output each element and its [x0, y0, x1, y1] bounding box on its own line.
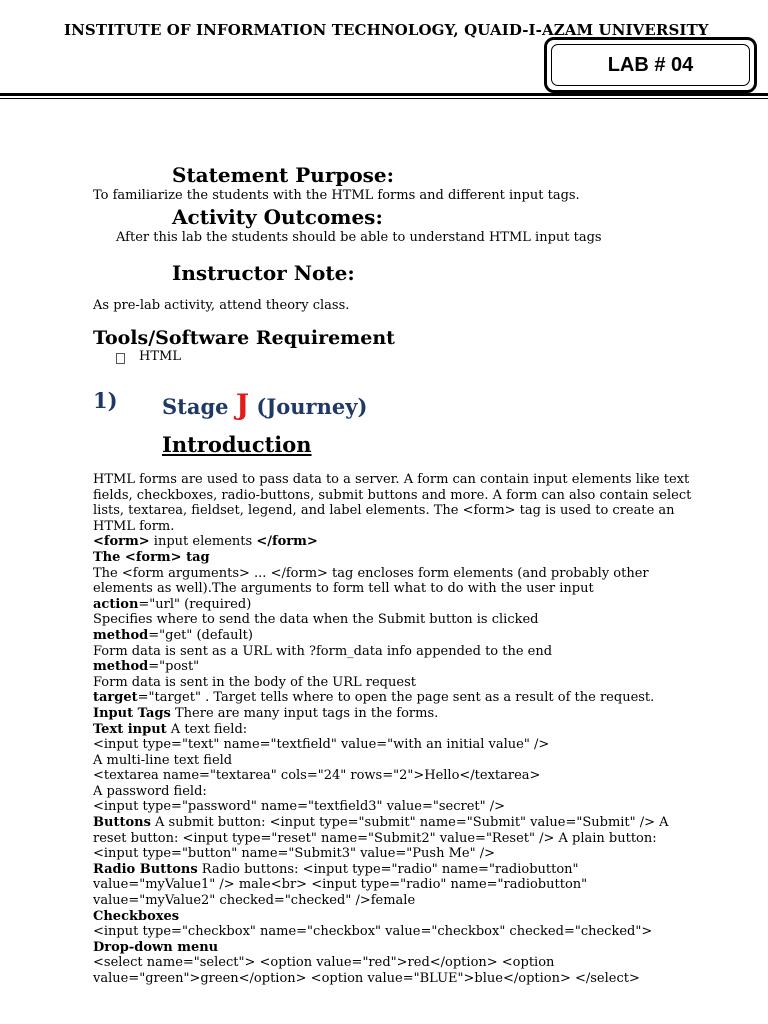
intro-line-text: HTML forms are used to pass data to a server. A form can contain input elements like text fields, checkboxes, radio-buttons, submit buttons and more. A form can also contain select lists, textarea, fieldset, legend, and label elements. The <form> tag is used to create an HTML form. [93, 472, 692, 534]
intro-line-text: The <form arguments> ... </form> tag encloses form elements (and probably other elements as well).The arguments to form tell what to do with the user input [93, 565, 649, 597]
intro-line [93, 550, 703, 566]
intro-line [93, 659, 703, 675]
intro-line-bold: The <form> tag [93, 549, 210, 565]
intro-line-bold: Buttons [93, 815, 151, 831]
intro-line-bold: Text input [93, 721, 167, 737]
intro-line-bold: Input Tags [93, 705, 171, 721]
intro-line-text: ="post" [148, 659, 200, 675]
intro-line-text: <textarea name="textarea" cols="24" rows="2">Hello</textarea> [93, 768, 541, 784]
intro-line-bold: Drop-down menu [93, 939, 219, 955]
intro-line-text: A password field: [93, 783, 207, 799]
intro-line-text: Form data is sent in the body of the URL request [93, 674, 416, 690]
introduction-body [93, 472, 703, 987]
stage-number: 1) [93, 388, 118, 413]
intro-line [93, 628, 703, 644]
intro-line [93, 737, 703, 753]
intro-line [93, 940, 703, 956]
intro-line-text: A multi-line text field [93, 752, 233, 768]
intro-line [93, 644, 703, 660]
outcomes-heading: Activity Outcomes: [172, 205, 383, 229]
intro-line [93, 784, 703, 800]
intro-line-text: There are many input tags in the forms. [170, 705, 439, 721]
intro-line-bold: method [93, 627, 149, 643]
intro-line-text: <input type="checkbox" name="checkbox" value="checkbox" checked="checked"> [93, 924, 653, 940]
intro-line-text: ="target" . Target tells where to open the page sent as a result of the request. [137, 690, 655, 706]
tools-item: HTML [139, 349, 181, 364]
intro-line-bold: Radio Buttons [93, 861, 198, 877]
intro-line-bold: action [93, 596, 139, 612]
stage-title [162, 388, 367, 421]
intro-line-bold: <form> [93, 534, 150, 550]
intro-line-bold: target [93, 690, 138, 706]
intro-line [93, 472, 703, 534]
intro-line [93, 534, 703, 550]
stage-suffix: (Journey) [256, 394, 368, 419]
intro-line-text: A submit button: <input type="submit" name="Submit" value="Submit" /> A reset button: <input type="reset" name="Submit2" value="Reset" /> A plain button: <input type="button" name="Submit3" value="Push Me" /> [93, 815, 669, 862]
lab-number-box [544, 37, 757, 93]
intro-line [93, 612, 703, 628]
intro-line [93, 690, 703, 706]
stage-letter: J [235, 388, 250, 421]
lab-number-label: LAB # 04 [551, 44, 750, 86]
intro-line-text: Specifies where to send the data when the Submit button is clicked [93, 612, 539, 628]
intro-line [93, 815, 703, 862]
intro-line-bold: Checkboxes [93, 908, 180, 924]
intro-line [93, 909, 703, 925]
intro-line [93, 722, 703, 738]
intro-line [93, 597, 703, 613]
intro-line-text: ="url" (required) [138, 596, 252, 612]
intro-line [93, 862, 703, 909]
intro-line-text: Form data is sent as a URL with ?form_data info appended to the end [93, 643, 553, 659]
intro-line [93, 924, 703, 940]
header-rule-thick [0, 93, 768, 96]
statement-text: To familiarize the students with the HTML forms and different input tags. [93, 188, 580, 203]
intro-line-bold: method [93, 659, 149, 675]
intro-line [93, 706, 703, 722]
intro-line-text: A text field: [166, 721, 248, 737]
bullet-box-icon [116, 353, 125, 364]
intro-line-text: <select name="select"> <option value="red">red</option> <option value="green">green</option> <option value="BLUE">blue</option> </select> [93, 955, 640, 986]
tools-heading: Tools/Software Requirement [93, 327, 395, 349]
intro-line [93, 799, 703, 815]
intro-line [93, 566, 703, 597]
intro-line [93, 768, 703, 784]
institute-title: INSTITUTE OF INFORMATION TECHNOLOGY, QUAID-I-AZAM UNIVERSITY [64, 21, 709, 39]
intro-line [93, 675, 703, 691]
intro-line-text: <input type="text" name="textfield" value="with an initial value" /> [93, 737, 550, 753]
outcomes-text: After this lab the students should be able to understand HTML input tags [116, 230, 602, 245]
intro-line-text: input elements [149, 534, 257, 550]
intro-line-text: <input type="password" name="textfield3" value="secret" /> [93, 799, 506, 815]
intro-line [93, 753, 703, 769]
intro-line-text: ="get" (default) [148, 627, 253, 643]
introduction-heading: Introduction [162, 432, 312, 457]
intro-line-bold: </form> [256, 534, 318, 550]
statement-heading: Statement Purpose: [172, 163, 395, 187]
instructor-text: As pre-lab activity, attend theory class. [93, 298, 350, 313]
intro-line-text: Radio buttons: <input type="radio" name="radiobutton" value="myValue1" /> male<br> <input type="radio" name="radiobutton" value="myValue2" checked="checked" />female [93, 861, 588, 909]
intro-line [93, 955, 703, 986]
stage-word: Stage [162, 394, 229, 419]
instructor-heading: Instructor Note: [172, 261, 355, 285]
header-rule-thin [0, 98, 768, 99]
